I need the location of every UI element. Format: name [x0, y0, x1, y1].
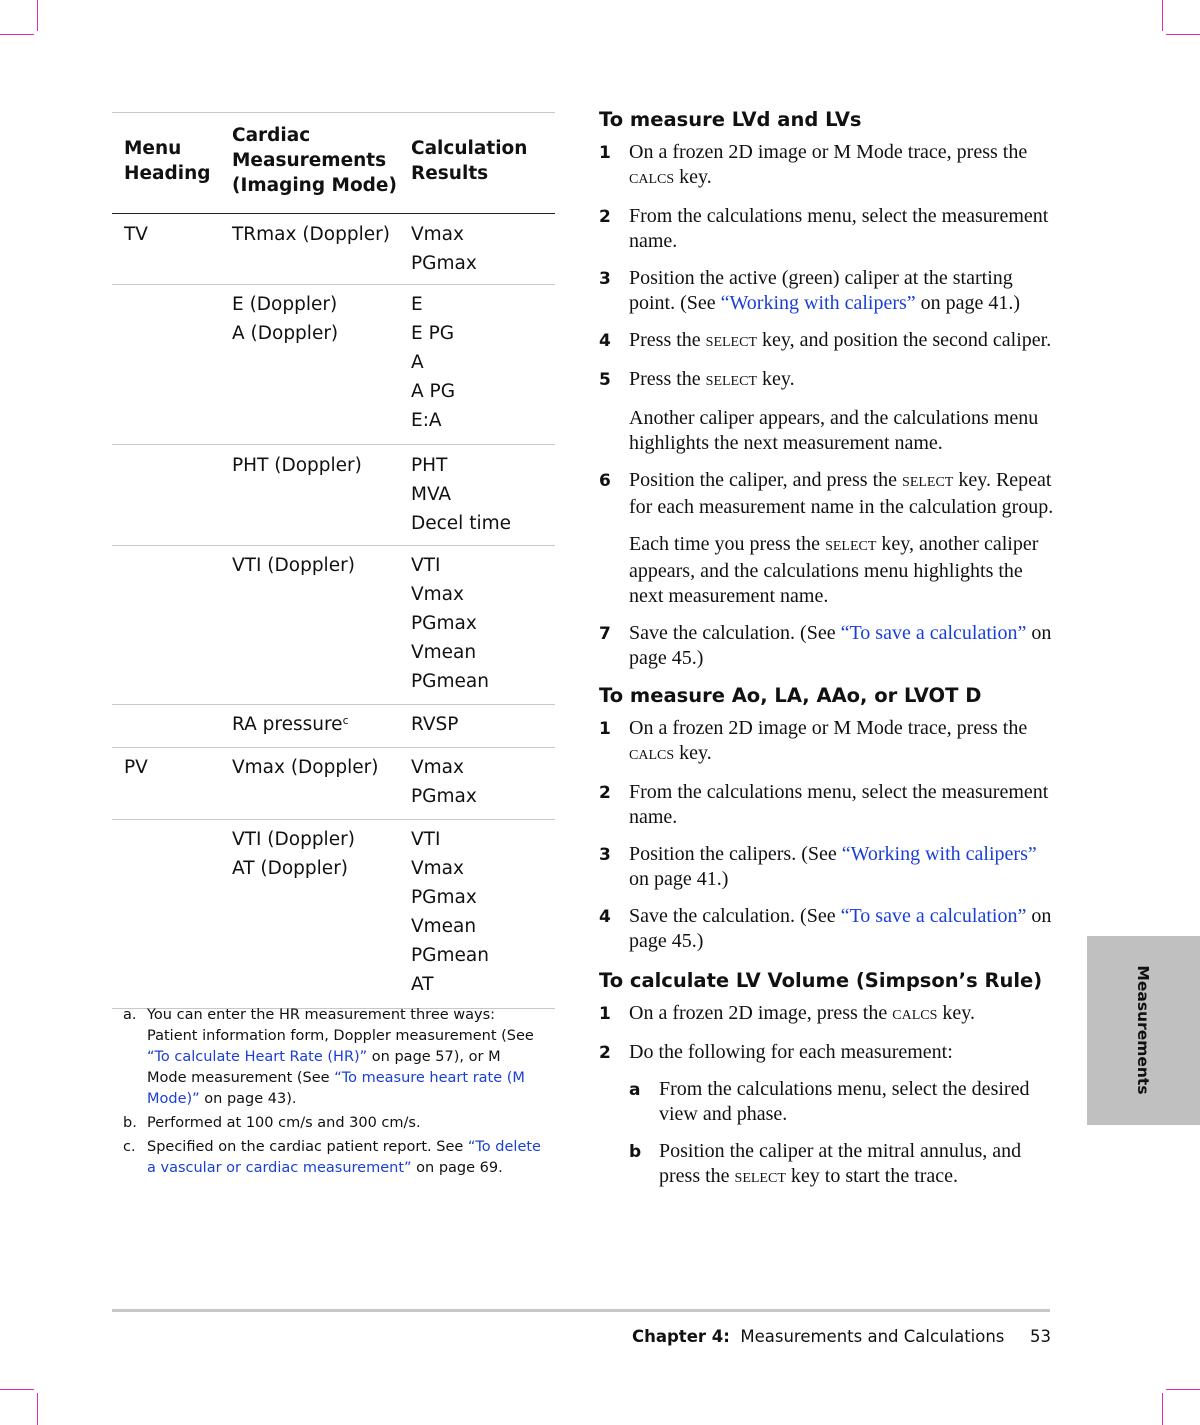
step-number: 3: [599, 269, 611, 289]
table-row: [112, 445, 555, 546]
step-number: b: [629, 1142, 642, 1162]
result-line: PHT: [411, 455, 448, 476]
key-name: SELECT: [705, 374, 758, 389]
header-calculation-results: Calculation Results: [411, 138, 528, 184]
measurement-text: PHT (Doppler): [232, 455, 362, 476]
text-run: Save the calculation. (See: [629, 905, 841, 927]
sub-step: [629, 1139, 1054, 1191]
text-run: key to start the trace.: [785, 1165, 959, 1187]
result-line: PGmean: [411, 671, 489, 692]
cross-reference-link[interactable]: “Working with calipers”: [841, 843, 1037, 865]
sub-step: [629, 1077, 1054, 1127]
result-cell: [411, 710, 458, 739]
measurement-line: [232, 710, 349, 739]
step: [599, 266, 1054, 316]
table-row: [112, 546, 555, 705]
step: [599, 328, 1054, 355]
step-number: 2: [599, 783, 611, 803]
crop-mark: [37, 0, 38, 31]
result-line: Decel time: [411, 513, 511, 534]
text-run: on page 45.): [629, 905, 1052, 952]
result-line: PGmax: [411, 786, 477, 807]
measurement-line: [232, 551, 355, 580]
crop-mark: [0, 34, 34, 35]
cross-reference-link[interactable]: “Working with calipers”: [720, 292, 916, 314]
crop-mark: [1166, 1389, 1200, 1390]
result-line: Vmean: [411, 916, 477, 937]
measurement-cell: [232, 753, 378, 782]
section-heading: To measure Ao, LA, AAo, or LVOT D: [599, 684, 982, 707]
step-number: 1: [599, 1004, 611, 1024]
table-row: [112, 214, 555, 285]
text-run: Position the active (green) caliper at the starting point. (See: [629, 267, 1013, 314]
header-cardiac-measurements: Cardiac Measurements (Imaging Mode): [232, 125, 397, 196]
text-run: From the calculations menu, select the desired view and phase.: [659, 1078, 1030, 1125]
text-run: Specified on the cardiac patient report. See: [147, 1139, 468, 1155]
footnote-ref: c: [342, 714, 349, 727]
measurement-text: A (Doppler): [232, 323, 339, 344]
text-run: on page 43).: [199, 1091, 297, 1107]
result-cell: [411, 825, 489, 999]
table-header: [112, 113, 555, 214]
text-run: On a frozen 2D image, press the: [629, 1002, 893, 1024]
text-run: On a frozen 2D image or M Mode trace, press the: [629, 141, 1028, 163]
result-line: PGmax: [411, 253, 477, 274]
table-row: [112, 748, 555, 820]
step-number: 5: [599, 370, 611, 390]
text-run: Performed at 100 cm/s and 300 cm/s.: [147, 1115, 421, 1131]
section-heading: To measure LVd and LVs: [599, 108, 862, 131]
step-note: [629, 406, 1054, 456]
result-line: Vmean: [411, 642, 477, 663]
footnote-letter: b.: [123, 1115, 137, 1131]
step: [599, 367, 1054, 394]
key-name: SELECT: [902, 475, 954, 490]
text-run: Position the caliper at the mitral annulus, and press the: [659, 1140, 1022, 1187]
result-line: E PG: [411, 323, 455, 344]
footnote: [123, 1113, 543, 1134]
result-cell: [411, 220, 477, 278]
result-line: MVA: [411, 484, 452, 505]
result-line: AT: [411, 974, 434, 995]
footer-chapter-number: Chapter 4:: [632, 1327, 730, 1346]
text-run: On a frozen 2D image or M Mode trace, press the: [629, 717, 1028, 739]
cardiac-calculations-table: [112, 112, 555, 1009]
measurement-cell: [232, 825, 355, 883]
step-number: a: [629, 1080, 641, 1100]
crop-mark: [0, 1389, 34, 1390]
result-line: PGmax: [411, 887, 477, 908]
measurement-cell: [232, 290, 338, 348]
menu-heading-text: TV: [124, 224, 148, 245]
measurement-cell: [232, 220, 390, 249]
step-number: 2: [599, 1043, 611, 1063]
text-run: on page 41.): [915, 292, 1021, 314]
text-run: Each time you press the: [629, 533, 826, 555]
step: [599, 716, 1054, 768]
footnote-letter: a.: [123, 1007, 137, 1023]
text-run: Position the calipers. (See: [629, 843, 842, 865]
step: [599, 842, 1054, 892]
measurement-text: RA pressure: [232, 714, 343, 735]
footnote: [123, 1137, 543, 1179]
step-number: 2: [599, 207, 611, 227]
procedure-column: [599, 107, 1054, 1203]
page-number: 53: [1030, 1327, 1051, 1346]
header-menu-heading: Menu Heading: [124, 138, 211, 184]
step-number: 1: [599, 143, 611, 163]
crop-mark: [1162, 0, 1163, 31]
result-line: Vmax: [411, 858, 464, 879]
text-run: key, another caliper appears, and the calculations menu highlights the next measurement name.: [629, 533, 1039, 607]
step-number: 6: [599, 471, 611, 491]
text-run: key.: [674, 742, 712, 764]
measurement-line: [232, 220, 390, 249]
key-name: CALCS: [629, 748, 675, 763]
footer-rule: [112, 1309, 1050, 1312]
result-cell: [411, 753, 477, 811]
step: [599, 621, 1054, 671]
text-run: Press the: [629, 329, 706, 351]
text-run: From the calculations menu, select the measurement name.: [629, 205, 1049, 252]
menu-heading-text: PV: [124, 757, 148, 778]
result-line: A PG: [411, 381, 456, 402]
cross-reference-link[interactable]: “To calculate Heart Rate (HR)”: [147, 1049, 368, 1065]
section-heading: To calculate LV Volume (Simpson’s Rule): [599, 969, 1043, 992]
measurement-line: [232, 825, 355, 854]
menu-heading-cell: [124, 220, 148, 249]
measurement-cell: [232, 710, 349, 739]
text-run: Position the caliper, and press the: [629, 469, 903, 491]
footnote: [123, 1005, 543, 1110]
footer-chapter: [632, 1327, 1004, 1346]
table-row: [112, 820, 555, 1008]
footnote-letter: c.: [123, 1139, 136, 1155]
table-footnotes: [123, 1005, 543, 1182]
result-line: Vmax: [411, 757, 464, 778]
step-number: 1: [599, 719, 611, 739]
step-number: 4: [599, 331, 611, 351]
key-name: CALCS: [629, 172, 675, 187]
table-row: [112, 285, 555, 445]
result-cell: [411, 451, 511, 538]
measurement-cell: [232, 451, 362, 480]
measurement-cell: [232, 551, 355, 580]
cross-reference-link[interactable]: “To measure heart rate (M Mode)”: [147, 1070, 525, 1107]
measurement-text: VTI (Doppler): [232, 829, 355, 850]
text-run: Press the: [629, 368, 706, 390]
measurement-text: E (Doppler): [232, 294, 338, 315]
result-line: Vmax: [411, 584, 464, 605]
step: [599, 904, 1054, 954]
text-run: key, and position the second caliper.: [757, 329, 1052, 351]
text-run: Save the calculation. (See: [629, 622, 841, 644]
step-number: 7: [599, 624, 611, 644]
step: [599, 204, 1054, 254]
text-run: From the calculations menu, select the measurement name.: [629, 781, 1049, 828]
text-run: key. Repeat for each measurement name in the calculation group.: [629, 469, 1054, 518]
key-name: SELECT: [734, 1171, 786, 1186]
measurement-line: [232, 319, 338, 348]
result-line: VTI: [411, 555, 441, 576]
text-run: key.: [674, 166, 712, 188]
step-number: 4: [599, 907, 611, 927]
step: [599, 1001, 1054, 1028]
text-run: You can enter the HR measurement three ways: Patient information form, Doppler measurement (See: [147, 1007, 534, 1044]
step-note: [629, 532, 1054, 609]
cross-reference-link[interactable]: “To save a calculation”: [840, 905, 1027, 927]
text-run: on page 57), or M Mode measurement (See: [147, 1049, 501, 1086]
measurement-text: TRmax (Doppler): [232, 224, 390, 245]
text-run: on page 45.): [629, 622, 1052, 669]
text-run: on page 41.): [629, 868, 729, 890]
measurement-line: [232, 451, 362, 480]
result-line: PGmean: [411, 945, 489, 966]
menu-heading-cell: [124, 753, 148, 782]
text-run: key.: [757, 368, 795, 390]
step: [599, 780, 1054, 830]
result-line: VTI: [411, 829, 441, 850]
crop-mark: [1162, 1393, 1163, 1425]
step: [599, 1040, 1054, 1065]
key-name: SELECT: [825, 539, 877, 554]
result-line: Vmax: [411, 224, 464, 245]
measurement-text: Vmax (Doppler): [232, 757, 379, 778]
crop-mark: [1166, 34, 1200, 35]
measurement-line: [232, 290, 338, 319]
measurement-line: [232, 854, 355, 883]
measurement-line: [232, 753, 378, 782]
footer-chapter-title: Measurements and Calculations: [740, 1327, 1005, 1346]
text-run: on page 69.: [411, 1160, 503, 1176]
result-cell: [411, 551, 489, 696]
key-name: CALCS: [892, 1008, 938, 1023]
result-line: RVSP: [411, 714, 459, 735]
text-run: Another caliper appears, and the calculations menu highlights the next measurement name.: [629, 407, 1039, 454]
step-number: 3: [599, 845, 611, 865]
cross-reference-link[interactable]: “To save a calculation”: [840, 622, 1027, 644]
text-run: key.: [937, 1002, 975, 1024]
text-run: Do the following for each measurement:: [629, 1041, 953, 1063]
side-tab-label: Measurements: [1134, 965, 1152, 1095]
crop-mark: [37, 1393, 38, 1425]
result-line: E:A: [411, 410, 442, 431]
result-line: E: [411, 294, 423, 315]
side-tab: [1087, 936, 1200, 1125]
key-name: SELECT: [705, 335, 758, 350]
step: [599, 468, 1054, 520]
result-line: PGmax: [411, 613, 477, 634]
result-cell: [411, 290, 455, 435]
step: [599, 140, 1054, 192]
measurement-text: AT (Doppler): [232, 858, 349, 879]
table-row: [112, 705, 555, 748]
measurement-text: VTI (Doppler): [232, 555, 355, 576]
cross-reference-link[interactable]: “To delete a vascular or cardiac measurement”: [147, 1139, 541, 1176]
result-line: A: [411, 352, 424, 373]
